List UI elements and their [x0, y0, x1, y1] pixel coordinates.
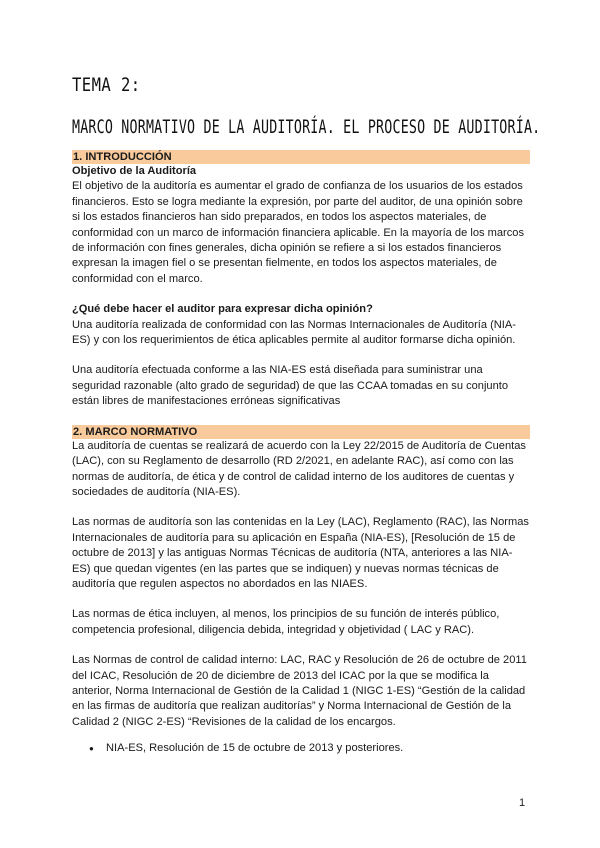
paragraph-ley: La auditoría de cuentas se realizará de acuerdo con la Ley 22/2015 de Auditoría de Cuentas (LAC), con su Reglamento de desarrollo (RD 2/2021, en adelante RAC), así como con las normas de auditoría, de ética y de control de calidad interno de los auditores de cuentas y sociedades de auditoría (NIA-ES). — [72, 439, 526, 498]
document-tema-label: TEMA 2: — [72, 74, 141, 96]
page-number: 1 — [519, 797, 526, 809]
paragraph-objetivo: El objetivo de la auditoría es aumentar el grado de confianza de los usuarios de los estados financieros. Esto se logra mediante la expresión, por parte del auditor, de una opinión sobre si los estados financieros han sido preparados, en todos los aspectos materiales, de conformidad con un marco de información financiera aplicable. En la mayoría de los marcos de información con fines generales, dicha opinión se refiere a si los estados financieros expresan la imagen fiel o se presentan fielmente, en todos los aspectos materiales, de conformidad con el marco. — [72, 180, 524, 285]
paragraph-control-calidad: Las Normas de control de calidad interno: LAC, RAC y Resolución de 26 de octubre de 2011 del ICAC, Resolución de 20 de diciembre de 2013 del ICAC por la que se modifica la anterior, Norma Internacional de Gestión de la Calidad 1 (NIGC 1-ES) “Gestión de la calidad en las firmas de auditoría que realizan auditorías” y Norma Internacional de Gestión de la Calidad 2 (NIGC 2-ES) “Revisiones de la calidad de los encargos. — [72, 654, 527, 728]
paragraph-normas-auditoria: Las normas de auditoría son las contenidas en la Ley (LAC), Reglamento (RAC), las Normas Internacionales de auditoría para su aplicación en España (NIA-ES), [Resolución de 15 de octubre de 2013] y las antiguas Normas Técnicas de auditoría (NTA, anteriores a las NIA-ES) que quedan vigentes (en las partes que se indiquen) y nuevas normas técnicas de auditoría que regulen aspectos no abordados en las NIAES. — [72, 516, 529, 590]
paragraph-opinion: Una auditoría realizada de conformidad con las Normas Internacionales de Auditoría (NIA-ES) y con los requerimientos de ética aplicables permite al auditor formarse dicha opinión. — [72, 318, 516, 347]
question-heading: ¿Qué debe hacer el auditor para expresar dicha opinión? — [72, 303, 373, 316]
paragraph-normas-etica: Las normas de ética incluyen, al menos, los principios de su función de interés público, competencia profesional, diligencia debida, integridad y objetividad ( LAC y RAC). — [72, 608, 500, 636]
section-heading-marco-normativo: 2. MARCO NORMATIVO — [72, 425, 530, 439]
list-item: ● NIA-ES, Resolución de 15 de octubre de 2013 y posteriores. — [72, 741, 530, 756]
document-body — [72, 150, 530, 757]
document-title: MARCO NORMATIVO DE LA AUDITORÍA. EL PROCESO DE AUDITORÍA. — [72, 116, 541, 138]
paragraph-seguridad: Una auditoría efectuada conforme a las NIA-ES está diseñada para suministrar una seguridad razonable (alto grado de seguridad) de que las CCAA tomadas en su conjunto están libres de manifestaciones erróneas significativas — [72, 364, 509, 408]
subheading-objetivo: Objetivo de la Auditoría — [72, 165, 197, 177]
section-heading-introduccion: 1. INTRODUCCIÓN — [72, 150, 530, 164]
bullet-list — [72, 741, 530, 756]
